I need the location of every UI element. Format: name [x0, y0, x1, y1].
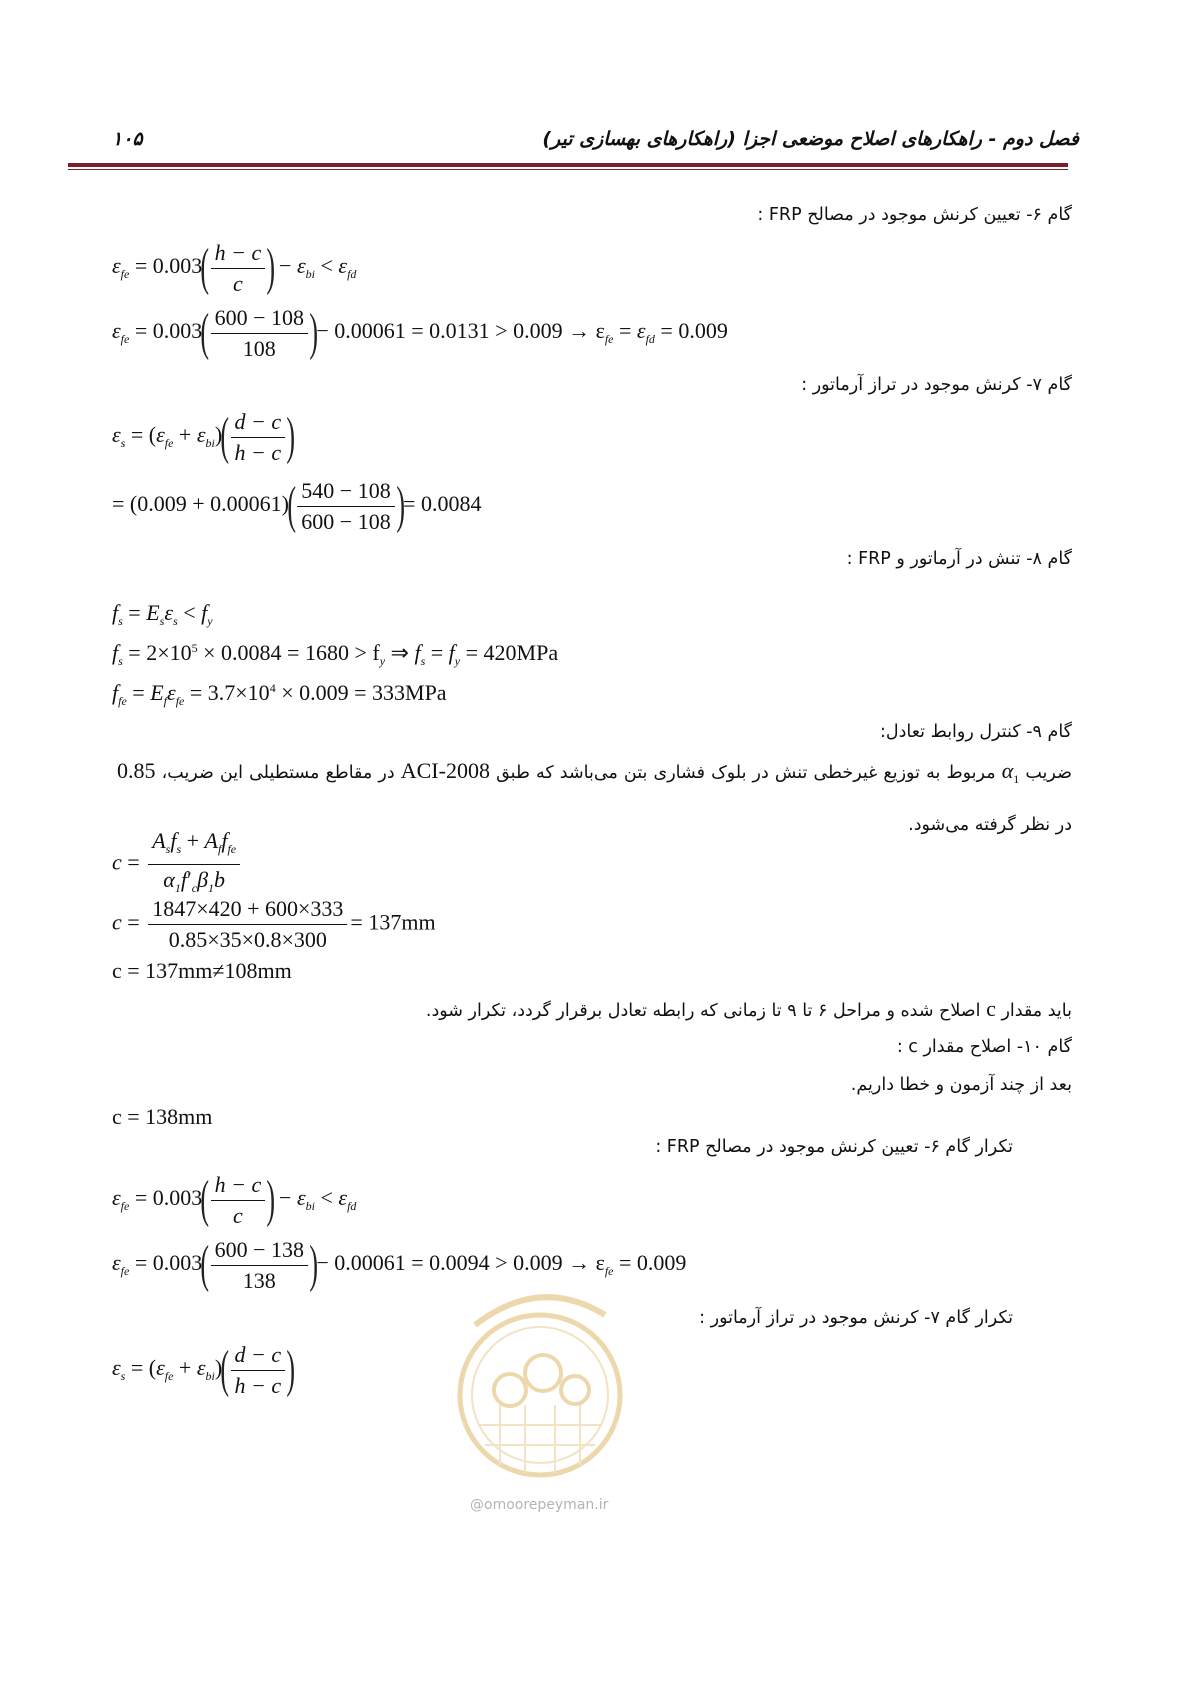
repeat-step6-heading: تکرار گام ۶- تعیین کرنش موجود در مصالح FRP : [655, 1137, 1013, 1157]
step6-heading: گام ۶- تعیین کرنش موجود در مصالح FRP : [757, 205, 1072, 225]
eq-strain-steel-formula-repeat: $\varepsilon_s = (\varepsilon_{fe} + \varepsilon_{bi})$ ( $\frac{d - c}{h - c}$ ) [112, 1341, 296, 1398]
eq-strain-frp-value-repeat: $\varepsilon_{fe} = 0.003$ ( $\frac{600 - 138}{138}$ ) − $0.00061 = 0.0094 > 0.009 \to \varepsilon_{fe} = 0.009$ [112, 1236, 687, 1293]
page-number: ۱۰۵ [112, 128, 143, 150]
step9-paragraph: ضریب $\alpha_1$ مربوط به توزیع غیرخطی تنش در بلوک فشاری بتن می‌باشد که طبق ACI-2008 در مقاطع مستطیلی این ضریب، 0.85 در نظر گرفته می‌شود. [117, 758, 1072, 835]
header-rule [68, 163, 1068, 167]
eq-strain-frp-formula-repeat: $\varepsilon_{fe} = 0.003$ ( $\frac{h - c}{c}$ ) − $\varepsilon_{bi} < \varepsilon_{fd}$ [112, 1171, 357, 1228]
eq-stress-steel-formula: $f_s = E_s\varepsilon_s < f_y$ [112, 600, 213, 628]
eq-strain-frp-formula: $\varepsilon_{fe} = 0.003$ ( $\frac{h - c}{c}$ ) − $\varepsilon_{bi} < \varepsilon_{fd}$ [112, 239, 357, 296]
eq-stress-steel-value: $f_s = 2\times 10^5 \times 0.0084 = 1680 > f_y$ ⇒ $f_s = f_y = 420MPa$ [112, 640, 559, 668]
trial-note: بعد از چند آزمون و خطا داریم. [850, 1075, 1072, 1095]
chapter-title: فصل دوم - راهکارهای اصلاح موضعی اجزا (راهکارهای بهسازی تیر) [542, 128, 1079, 150]
eq-strain-steel-formula: $\varepsilon_s = (\varepsilon_{fe} + \varepsilon_{bi})$ ( $\frac{d - c}{h - c}$ ) [112, 408, 296, 465]
eq-c-final: c = 138mm [112, 1104, 213, 1129]
watermark-url: @omoorepeyman.ir [470, 1497, 609, 1513]
iterate-note: باید مقدار c اصلاح شده و مراحل ۶ تا ۹ تا زمانی که رابطه تعادل برقرار گردد، تکرار شود. [425, 996, 1072, 1021]
watermark-logo [455, 1275, 625, 1485]
eq-strain-frp-value: $\varepsilon_{fe} = 0.003$ ( $\frac{600 - 108}{108}$ ) − $0.00061 = 0.0131 > 0.009 \to \varepsilon_{fe} = \varepsilon_{fd} = 0.009$ [112, 304, 728, 361]
step10-heading: گام ۱۰- اصلاح مقدار c : [896, 1037, 1072, 1057]
eq-c-compare: c = 137mm≠108mm [112, 958, 292, 983]
step7-heading: گام ۷- کرنش موجود در تراز آرماتور : [801, 375, 1072, 395]
step8-heading: گام ۸- تنش در آرماتور و FRP : [846, 549, 1072, 569]
eq-c-formula: c = $\frac{A_sf_s + A_ff_{fe}}{\alpha_1f'_c\beta_1b}$ [112, 828, 243, 901]
repeat-step7-heading: تکرار گام ۷- کرنش موجود در تراز آرماتور : [699, 1308, 1013, 1328]
eq-strain-steel-value: = (0.009 + 0.00061) ( $\frac{540 - 108}{600 - 108}$ ) = 0.0084 [112, 477, 482, 534]
eq-c-value: c = $\frac{1847\times 420 + 600\times 333}{0.85\times 35\times 0.8\times 300}$ = 137mm [112, 896, 436, 952]
step9-heading: گام ۹- کنترل روابط تعادل: [879, 722, 1072, 742]
header-rule-thin [68, 169, 1068, 170]
eq-stress-frp-value: $f_{fe} = E_f\varepsilon_{fe} = 3.7\times 10^4 \times 0.009 = 333MPa$ [112, 680, 447, 708]
